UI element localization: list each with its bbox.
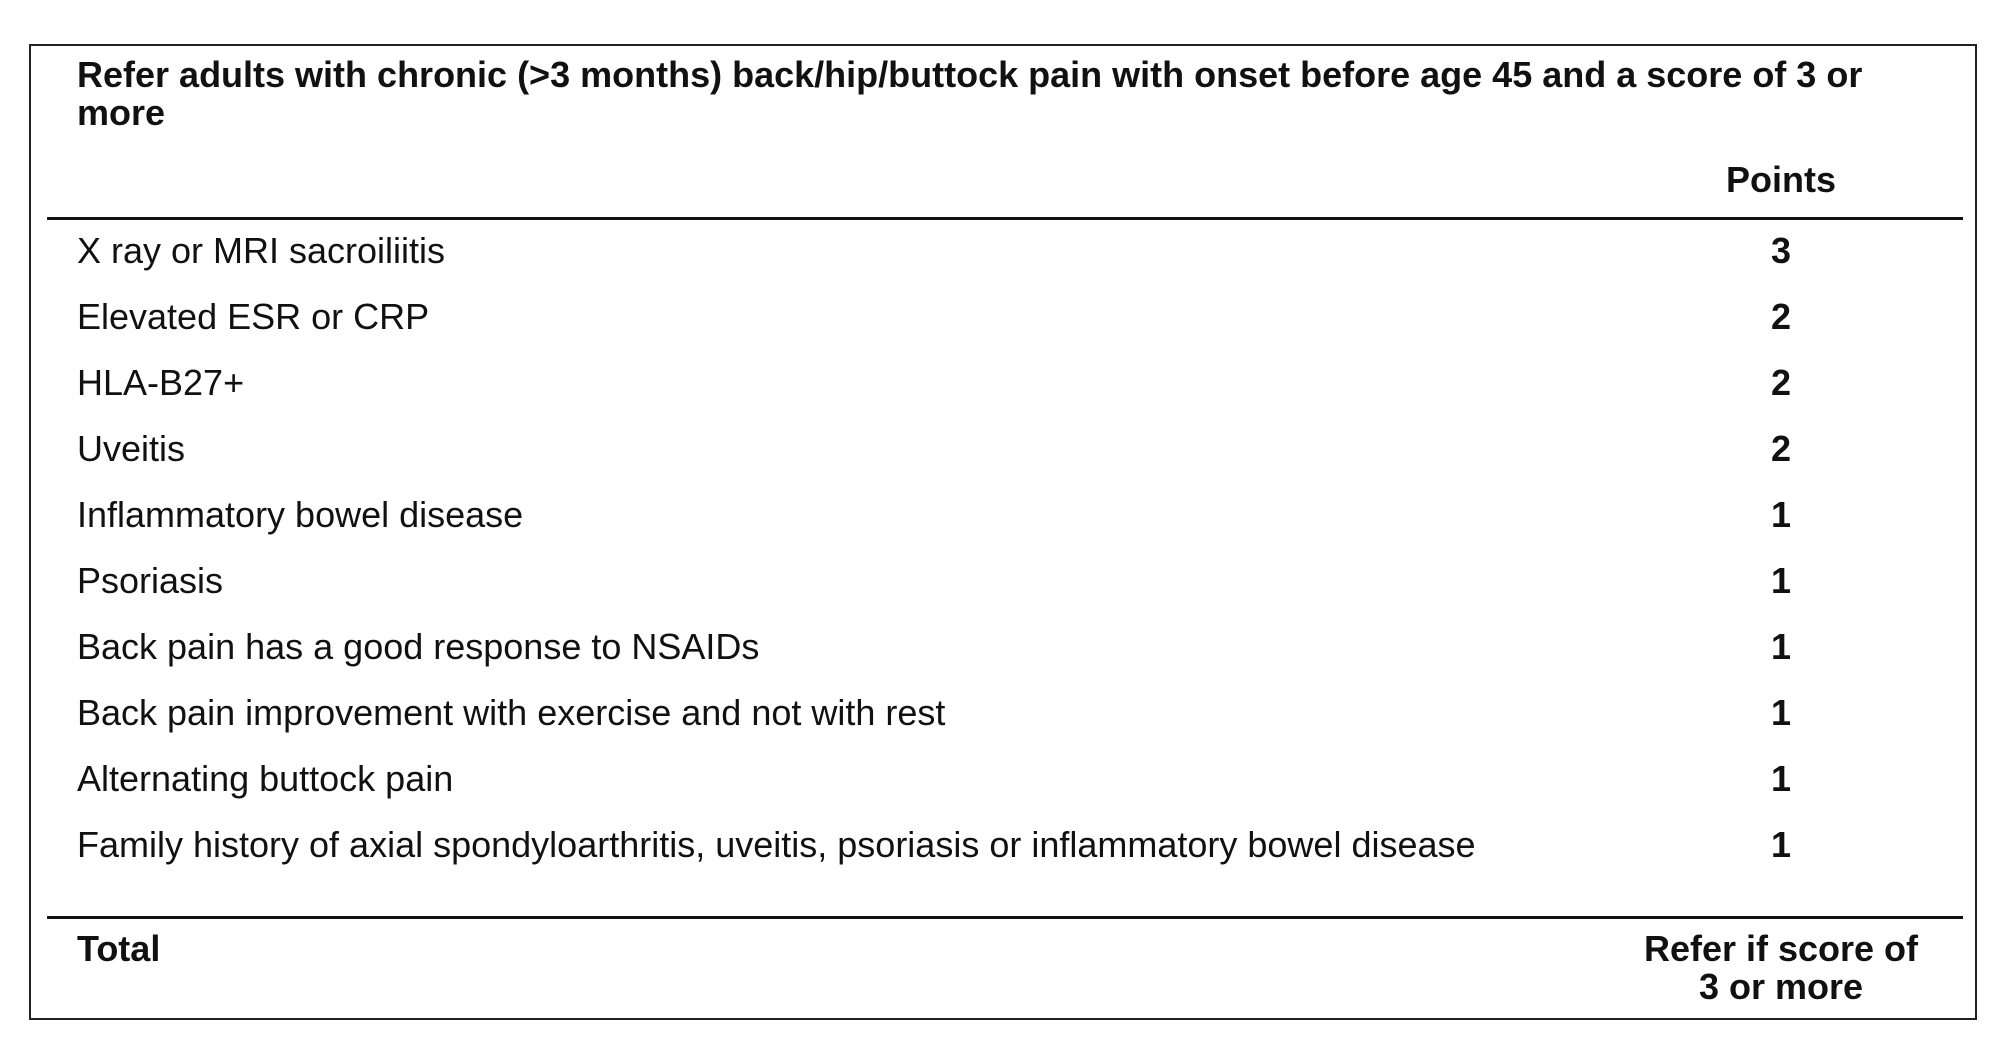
criterion-points: 2: [1770, 362, 1792, 403]
table-row: [31, 748, 1975, 814]
criterion-points: 1: [1770, 692, 1792, 733]
points-column-header: Points: [1725, 159, 1836, 200]
criterion-points: 3: [1770, 230, 1792, 271]
total-value: Refer if score of 3 or more: [1643, 928, 1919, 1007]
criteria-list: [31, 220, 1975, 906]
criterion-points: 1: [1770, 626, 1792, 667]
table-row: [31, 418, 1975, 484]
criterion-points: 2: [1770, 428, 1792, 469]
criterion-points: 1: [1770, 494, 1792, 535]
table-row: [31, 616, 1975, 682]
criterion-points: 1: [1770, 560, 1792, 601]
criterion-label: Back pain has a good response to NSAIDs: [77, 626, 760, 667]
criterion-label: Elevated ESR or CRP: [77, 296, 430, 337]
total-label: Total: [77, 928, 161, 969]
table-row: [31, 220, 1975, 286]
table-row: [31, 286, 1975, 352]
criterion-label: X ray or MRI sacroiliitis: [77, 230, 446, 271]
criterion-label: Alternating buttock pain: [77, 758, 454, 799]
criterion-label: Uveitis: [77, 428, 186, 469]
criterion-points: 2: [1770, 296, 1792, 337]
scoring-table: [29, 44, 1977, 1020]
table-row: [31, 484, 1975, 550]
table-title: Refer adults with chronic (>3 months) back/hip/buttock pain with onset before age 45 and a score of 3 or more: [77, 54, 1863, 133]
criterion-label: Family history of axial spondyloarthritis, uveitis, psoriasis or inflammatory bowel disease: [77, 824, 1476, 865]
table-row: [31, 814, 1975, 906]
criterion-label: Inflammatory bowel disease: [77, 494, 524, 535]
total-divider: [47, 916, 1963, 919]
criterion-label: Back pain improvement with exercise and not with rest: [77, 692, 946, 733]
criterion-label: Psoriasis: [77, 560, 224, 601]
table-row: [31, 352, 1975, 418]
table-row: [31, 682, 1975, 748]
criterion-points: 1: [1770, 758, 1792, 799]
criterion-label: HLA-B27+: [77, 362, 245, 403]
table-row: [31, 550, 1975, 616]
criterion-points: 1: [1770, 824, 1792, 865]
